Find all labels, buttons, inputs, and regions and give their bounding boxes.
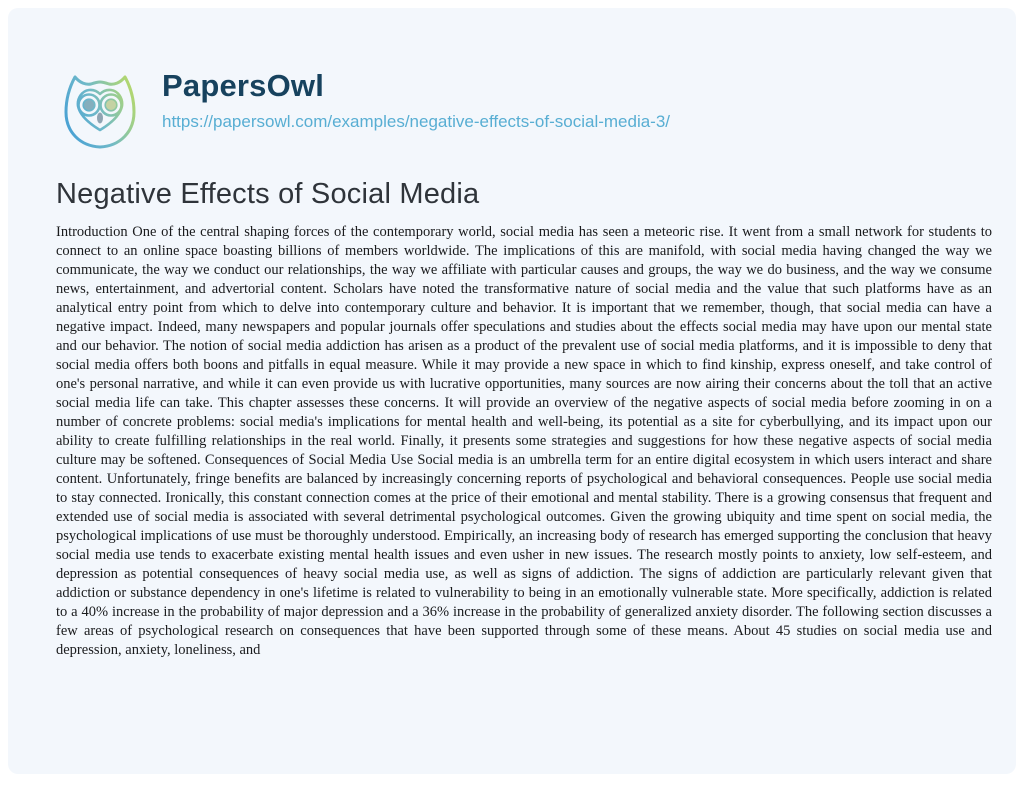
owl-icon [54, 64, 146, 156]
papersowl-logo[interactable] [54, 64, 146, 156]
page-title: Negative Effects of Social Media [56, 178, 480, 210]
papersowl-header [54, 64, 670, 156]
brand-wordmark[interactable]: PapersOwl [162, 68, 325, 103]
article-body: Introduction One of the central shaping forces of the contemporary world, social media has seen a meteoric rise. It went from a small network for students to connect to an online space boasting billions of members worldwide. The implications of this are manifold, with social media having changed the way we communicate, the way we conduct our relationships, the way we affiliate with particular causes and groups, the way we do business, and the way we consume news, entertainment, and advertorial content. Scholars have noted the transformative nature of social media and the value that such platforms have as an analytical entry point from which to delve into contemporary culture and behavior. It is important that we remember, though, that social media can have a negative impact. Indeed, many newspapers and popular journals offer speculations and studies about the effects social media may have upon our mental state and our behavior. The notion of social media addiction has arisen as a product of the prevalent use of social media platforms, and it is impossible to deny that social media offers both boons and pitfalls in equal measure. While it may provide a new space in which to find kinship, express oneself, and take control of one's personal narrative, and while it can even provide us with lucrative opportunities, many sources are now airing their concerns about the toll that an active social media life can take. This chapter assesses these concerns. It will provide an overview of the negative aspects of social media before zooming in on a number of concrete problems: social media's implications for mental health and well-being, its potential as a site for cyberbullying, and its impact upon our ability to create fulfilling relationships in the real world. Finally, it presents some strategies and suggestions for how these negative aspects of social media culture may be softened. Consequences of Social Media Use Social media is an umbrella term for an entire digital ecosystem in which users interact and share content. Unfortunately, fringe benefits are balanced by increasingly concerning reports of psychological and behavioral consequences. People use social media to stay connected. Ironically, this constant connection comes at the price of their emotional and mental stability. There is a growing consensus that frequent and extended use of social media is associated with several detrimental psychological outcomes. Given the growing ubiquity and time spent on social media, the psychological implications of use must be thoroughly understood. Empirically, an increasing body of research has emerged supporting the conclusion that heavy social media use tends to exacerbate existing mental health issues and even usher in new issues. The research mostly points to anxiety, low self-esteem, and depression as potential consequences of heavy social media use, as well as signs of addiction. The signs of addiction are particularly relevant given that addiction or substance dependency in one's lifetime is related to vulnerability to being in an emotionally vulnerable state. More specifically, addiction is related to a 40% increase in the probability of major depression and a 36% increase in the probability of generalized anxiety disorder. The following section discusses a few areas of psychological research on consequences that have been supported through some of these means. About 45 studies on social media use and depression, anxiety, loneliness, and [56, 224, 992, 658]
document-card [8, 8, 1016, 774]
brand-block [162, 64, 670, 133]
source-url-link[interactable]: https://papersowl.com/examples/negative-effects-of-social-media-3/ [162, 112, 671, 131]
